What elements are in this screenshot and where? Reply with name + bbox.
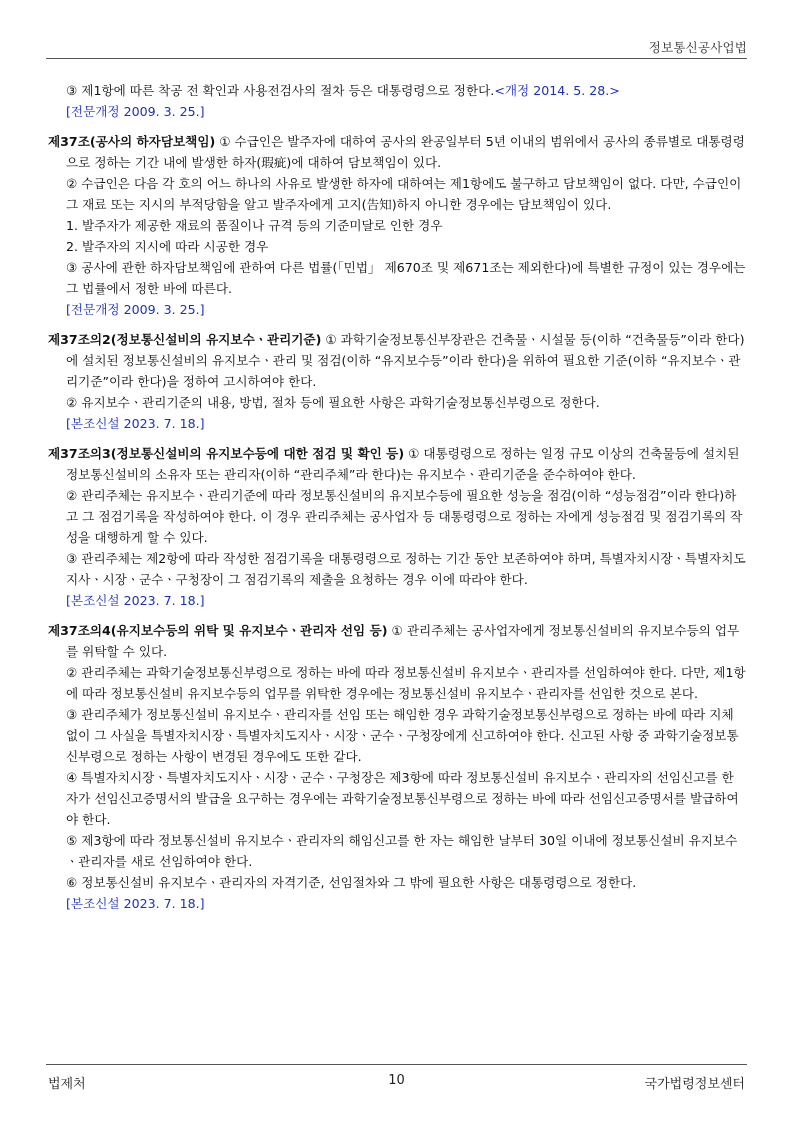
law-title: 정보통신공사업법 xyxy=(648,40,747,55)
document-body xyxy=(48,80,747,914)
paragraph: ③ 관리주체는 제2항에 따라 작성한 점검기록을 대통령령으로 정하는 기간 동안 보존하여야 하며, 특별자치시장ㆍ특별자치도지사ㆍ시장ㆍ군수ㆍ구청장이 그 점검기록의 제출을 요청하는 경우 이에 따라야 한다. xyxy=(66,551,746,587)
paragraph: ③ 공사에 관한 하자담보책임에 관하여 다른 법률(「민법」 제670조 및 제671조는 제외한다)에 특별한 규정이 있는 경우에는 그 법률에서 정한 바에 따른다. xyxy=(66,260,746,296)
amendment-note: [본조신설 2023. 7. 18.] xyxy=(66,416,205,431)
article-first-paragraph xyxy=(48,329,747,392)
page-number: 10 xyxy=(388,1073,405,1088)
amendment-note: [전문개정 2009. 3. 25.] xyxy=(66,302,205,317)
paragraph: ⑤ 제3항에 따라 정보통신설비 유지보수ㆍ관리자의 해임신고를 한 자는 해임한 날부터 30일 이내에 정보통신설비 유지보수ㆍ관리자를 새로 선임하여야 한다. xyxy=(66,833,738,869)
article-heading: 제37조의3(정보통신설비의 유지보수등에 대한 점검 및 확인 등) xyxy=(48,446,405,461)
footer-source: 국가법령정보센터 xyxy=(644,1077,745,1092)
list-item: 1. 발주자가 제공한 재료의 품질이나 규격 등의 기준미달로 인한 경우 xyxy=(66,218,443,233)
paragraph xyxy=(48,80,747,101)
footer-publisher: 법제처 xyxy=(48,1077,86,1092)
paragraph: ⑥ 정보통신설비 유지보수ㆍ관리자의 자격기준, 선임절차와 그 밖에 필요한 사항은 대통령령으로 정한다. xyxy=(66,875,637,890)
amendment-note: <개정 2014. 5. 28.> xyxy=(494,83,620,98)
paragraph-text: ① 과학기술정보통신부장관은 건축물ㆍ시설물 등(이하 “건축물등”이라 한다)에 설치된 정보통신설비의 유지보수ㆍ관리 및 점검(이하 “유지보수등”이라 한다)을 위하여 필요한 기준(이하 “유지보수ㆍ관리기준”이라 한다)을 정하여 고시하여야 한다. xyxy=(66,332,745,389)
paragraph-text: ① 수급인은 발주자에 대하여 공사의 완공일부터 5년 이내의 범위에서 공사의 종류별로 대통령령으로 정하는 기간 내에 발생한 하자(瑕疵)에 대하여 담보책임이 있다. xyxy=(66,134,745,170)
article-37 xyxy=(48,131,747,320)
paragraph: ③ 관리주체가 정보통신설비 유지보수ㆍ관리자를 선임 또는 해임한 경우 과학기술정보통신부령으로 정하는 바에 따라 지체 없이 그 사실을 특별자치시장ㆍ특별자치도지사ㆍ시장ㆍ군수ㆍ구청장에게 신고하여야 한다. 신고된 사항 중 과학기술정보통신부령으로 정하는 사항이 변경된 경우에도 또한 같다. xyxy=(66,707,739,764)
paragraph-text: ① 대통령령으로 정하는 일정 규모 이상의 건축물등에 설치된 정보통신설비의 소유자 또는 관리자(이하 “관리주체”라 한다)는 유지보수ㆍ관리기준을 준수하여야 한다. xyxy=(66,446,740,482)
list-item: 2. 발주자의 지시에 따라 시공한 경우 xyxy=(66,239,269,254)
paragraph: ② 관리주체는 과학기술정보통신부령으로 정하는 바에 따라 정보통신설비 유지보수ㆍ관리자를 선임하여야 한다. 다만, 제1항에 따라 정보통신설비 유지보수등의 업무를 위탁한 경우에는 정보통신설비 유지보수ㆍ관리자를 선임한 것으로 본다. xyxy=(66,665,746,701)
page-header xyxy=(46,36,747,59)
article-heading: 제37조의4(유지보수등의 위탁 및 유지보수ㆍ관리자 선임 등) xyxy=(48,623,388,638)
paragraph: ② 관리주체는 유지보수ㆍ관리기준에 따라 정보통신설비의 유지보수등에 필요한 성능을 점검(이하 “성능점검”이라 한다)하고 그 점검기록을 작성하여야 한다. 이 경우 관리주체는 공사업자 등 대통령령으로 정하는 자에게 성능점검 및 점검기록의 작성을 대행하게 할 수 있다. xyxy=(66,488,743,545)
paragraph: ② 수급인은 다음 각 호의 어느 하나의 사유로 발생한 하자에 대하여는 제1항에도 불구하고 담보책임이 없다. 다만, 수급인이 그 재료 또는 지시의 부적당함을 알고 발주자에게 고지(告知)하지 아니한 경우에는 담보책임이 있다. xyxy=(66,176,742,212)
paragraph-text: ① 관리주체는 공사업자에게 정보통신설비의 유지보수등의 업무를 위탁할 수 있다. xyxy=(66,623,740,659)
article-heading: 제37조(공사의 하자담보책임) xyxy=(48,134,216,149)
amendment-note: [본조신설 2023. 7. 18.] xyxy=(66,593,205,608)
page-footer xyxy=(46,1064,747,1091)
article-37-4 xyxy=(48,620,747,914)
paragraph-text: ③ 제1항에 따른 착공 전 확인과 사용전검사의 절차 등은 대통령령으로 정한다. xyxy=(66,83,495,98)
article-37-3 xyxy=(48,443,747,611)
article-heading: 제37조의2(정보통신설비의 유지보수ㆍ관리기준) xyxy=(48,332,322,347)
amendment-note: [전문개정 2009. 3. 25.] xyxy=(66,104,205,119)
article-37-2 xyxy=(48,329,747,434)
amendment-note: [본조신설 2023. 7. 18.] xyxy=(66,896,205,911)
article-first-paragraph xyxy=(48,620,747,662)
paragraph: ④ 특별자치시장ㆍ특별자치도지사ㆍ시장ㆍ군수ㆍ구청장은 제3항에 따라 정보통신설비 유지보수ㆍ관리자의 선임신고를 한 자가 선임신고증명서의 발급을 요구하는 경우에는 과학기술정보통신부령으로 정하는 바에 따라 선임신고증명서를 발급하여야 한다. xyxy=(66,770,739,827)
article-first-paragraph xyxy=(48,131,747,173)
article-first-paragraph xyxy=(48,443,747,485)
paragraph: ② 유지보수ㆍ관리기준의 내용, 방법, 절차 등에 필요한 사항은 과학기술정보통신부령으로 정한다. xyxy=(66,395,600,410)
